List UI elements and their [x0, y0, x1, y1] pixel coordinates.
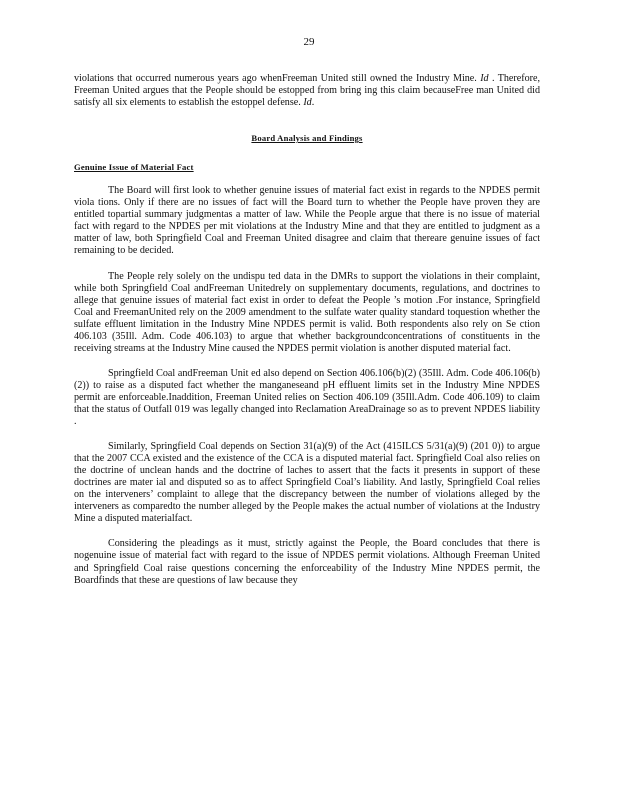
intro-text-2: . Therefore, Freeman United argues that the People should be estopped from bring ing this claim becauseFree man United did satisfy all six elements to establish the estoppel defense.	[74, 73, 540, 109]
citation-id: Id	[480, 73, 489, 84]
subsection-heading: Genuine Issue of Material Fact	[74, 162, 194, 173]
body-paragraph: The Board will first look to whether genuine issues of material fact exist in regards to the NPDES permit viola tions. Only if there are no issues of fact will the Board turn to whether the People have proven they are entitled topartial summary judgmentas a matter of law. While the People argue that there is no issue of material fact with regard to the NPDES per mit violations at the Industry Mine and that they are entitled to judgment as a matter of law, both Springfield Coal and Freeman United disagree and claim that thereare genuine issues of fact remaining to be decided.	[74, 185, 540, 257]
citation-id: Id	[303, 97, 312, 109]
intro-paragraph	[74, 73, 540, 109]
document-body	[74, 73, 540, 587]
body-paragraph: The People rely solely on the undispu ted data in the DMRs to support the violations in their complaint, while both Springfield Coal andFreeman Unitedrely on supplementary documents, regulations, and doctrines to allege that genuine issues of material fact exist in order to defeat the People ’s motion .For instance, Springfield Coal and FreemanUnited rely on the 2009 amendment to the sulfate water quality standard toquestion whether the sulfate effluent limitation in the Industry Mine NPDES permit is valid. Both respondents also rely on Se ction 406.103 (35Ill. Adm. Code 406.103) to argue that whether backgroundconcentrations of constituents in the receiving streams at the Industry Mine caused the NPDES permit violation is another disputed material fact.	[74, 270, 540, 354]
page-number: 29	[303, 36, 315, 48]
intro-text-3: .	[311, 97, 315, 109]
section-heading: Board Analysis and Findings	[251, 133, 363, 144]
body-paragraph: Springfield Coal andFreeman Unit ed also depend on Section 406.106(b)(2) (35Ill. Adm. Code 406.106(b)(2)) to raise as a disputed fact whether the manganeseand pH effluent limits set in the Industry Mine NPDES permit are enforceable.Inaddition, Freeman United relies on Section 406.109 (35Ill.Adm. Code 406.109) to claim that the status of Outfall 019 was legally changed into Reclamation AreaDrainage so as to prevent NPDES liability .	[74, 367, 540, 428]
body-paragraph: Considering the pleadings as it must, strictly against the People, the Board concludes that there is nogenuine issue of material fact with regard to the issue of NPDES permit violations. Although Freeman United and Springfield Coal raise questions concerning the enforceability of the Industry Mine NPDES permit, the Boardfinds that these are questions of law because they	[74, 538, 540, 586]
body-paragraph: Similarly, Springfield Coal depends on Section 31(a)(9) of the Act (415ILCS 5/31(a)(9) (201 0)) to argue that the 2007 CCA existed and the existence of the CCA is a disputed material fact. Springfield Coal also relies on the doctrine of unclean hands and the doctrine of laches to assert that the facts it presents in support of these doctrines are mater ial and disputed so as to affect Springfield Coal’s liability. And lastly, Springfield Coal relies on the interveners’ complaint to allege that the discrepancy between the number of violations alleged by the interveners as comparedto the number alleged by the People makes the actual number of violations at the Industry Mine a disputed materialfact.	[74, 441, 540, 525]
intro-text: violations that occurred numerous years ago whenFreeman United still owned the Industry Mine.	[74, 73, 477, 84]
